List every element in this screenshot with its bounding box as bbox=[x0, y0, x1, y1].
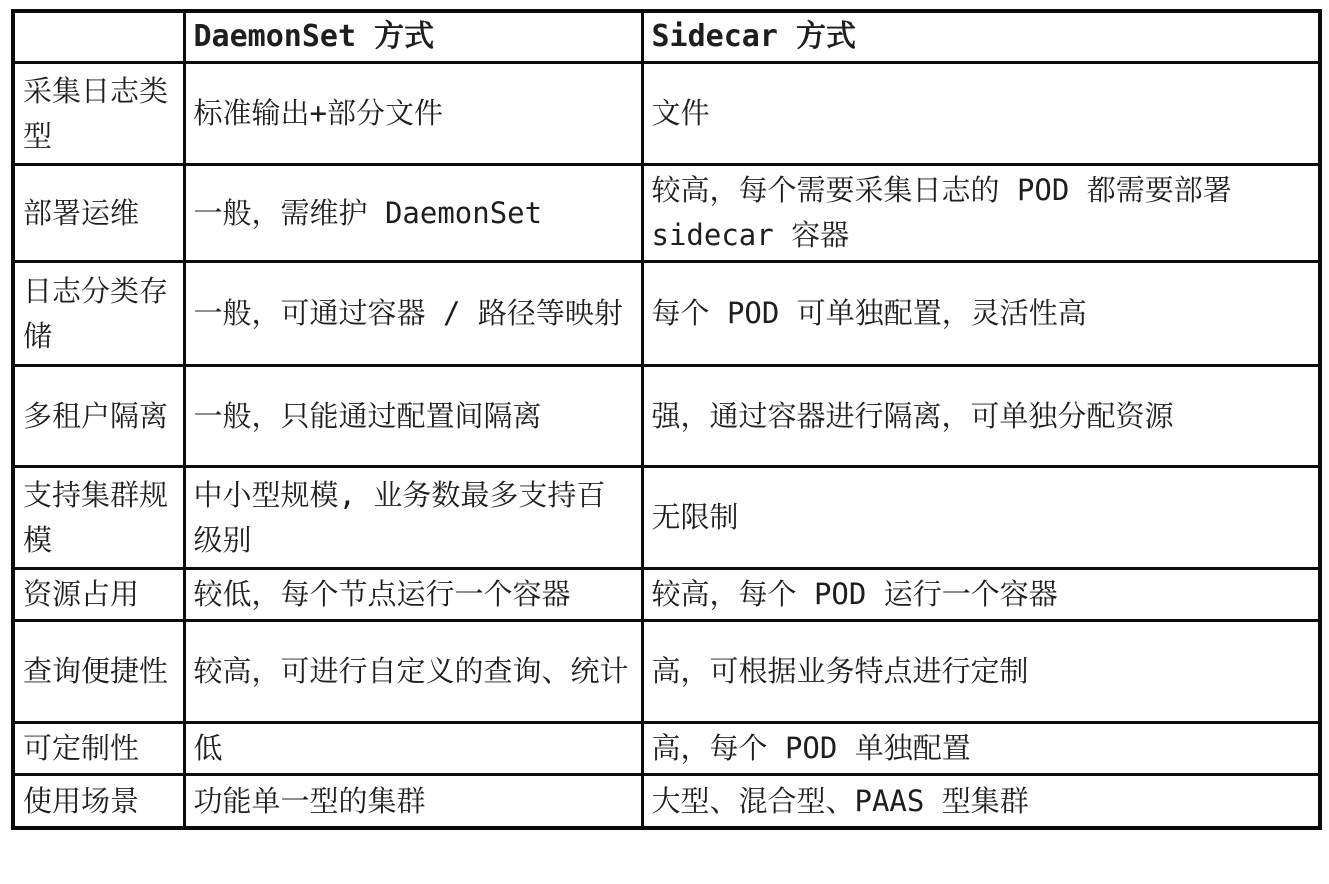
row-label-cell: 部署运维 bbox=[13, 165, 184, 262]
header-cell-sidecar: Sidecar 方式 bbox=[642, 11, 1320, 63]
sidecar-cell: 大型、混合型、PAAS 型集群 bbox=[642, 774, 1320, 828]
table-row bbox=[13, 774, 1320, 828]
sidecar-cell: 每个 POD 可单独配置，灵活性高 bbox=[642, 262, 1320, 366]
sidecar-cell: 较高，每个需要采集日志的 POD 都需要部署 sidecar 容器 bbox=[642, 165, 1320, 262]
table-row bbox=[13, 467, 1320, 569]
sidecar-cell: 文件 bbox=[642, 63, 1320, 165]
table-row bbox=[13, 366, 1320, 467]
daemonset-cell: 低 bbox=[184, 722, 642, 774]
row-label-cell: 支持集群规模 bbox=[13, 467, 184, 569]
sidecar-cell: 较高，每个 POD 运行一个容器 bbox=[642, 569, 1320, 621]
daemonset-cell: 一般，只能通过配置间隔离 bbox=[184, 366, 642, 467]
table-row bbox=[13, 722, 1320, 774]
daemonset-cell: 功能单一型的集群 bbox=[184, 774, 642, 828]
daemonset-cell: 较低，每个节点运行一个容器 bbox=[184, 569, 642, 621]
sidecar-cell: 高，可根据业务特点进行定制 bbox=[642, 620, 1320, 722]
daemonset-cell: 一般，可通过容器 / 路径等映射 bbox=[184, 262, 642, 366]
row-label-cell: 使用场景 bbox=[13, 774, 184, 828]
header-cell-daemonset: DaemonSet 方式 bbox=[184, 11, 642, 63]
table-header-row bbox=[13, 11, 1320, 63]
table-row bbox=[13, 569, 1320, 621]
row-label-cell: 采集日志类型 bbox=[13, 63, 184, 165]
document-page bbox=[0, 9, 1329, 884]
sidecar-cell: 强，通过容器进行隔离，可单独分配资源 bbox=[642, 366, 1320, 467]
header-cell-empty bbox=[13, 11, 184, 63]
row-label-cell: 日志分类存储 bbox=[13, 262, 184, 366]
comparison-table bbox=[11, 9, 1322, 830]
table-row bbox=[13, 262, 1320, 366]
table-row bbox=[13, 63, 1320, 165]
row-label-cell: 查询便捷性 bbox=[13, 620, 184, 722]
daemonset-cell: 中小型规模, 业务数最多支持百级别 bbox=[184, 467, 642, 569]
row-label-cell: 多租户隔离 bbox=[13, 366, 184, 467]
daemonset-cell: 一般，需维护 DaemonSet bbox=[184, 165, 642, 262]
row-label-cell: 资源占用 bbox=[13, 569, 184, 621]
table-row bbox=[13, 620, 1320, 722]
sidecar-cell: 高，每个 POD 单独配置 bbox=[642, 722, 1320, 774]
sidecar-cell: 无限制 bbox=[642, 467, 1320, 569]
table-row bbox=[13, 165, 1320, 262]
daemonset-cell: 标准输出+部分文件 bbox=[184, 63, 642, 165]
row-label-cell: 可定制性 bbox=[13, 722, 184, 774]
daemonset-cell: 较高，可进行自定义的查询、统计 bbox=[184, 620, 642, 722]
